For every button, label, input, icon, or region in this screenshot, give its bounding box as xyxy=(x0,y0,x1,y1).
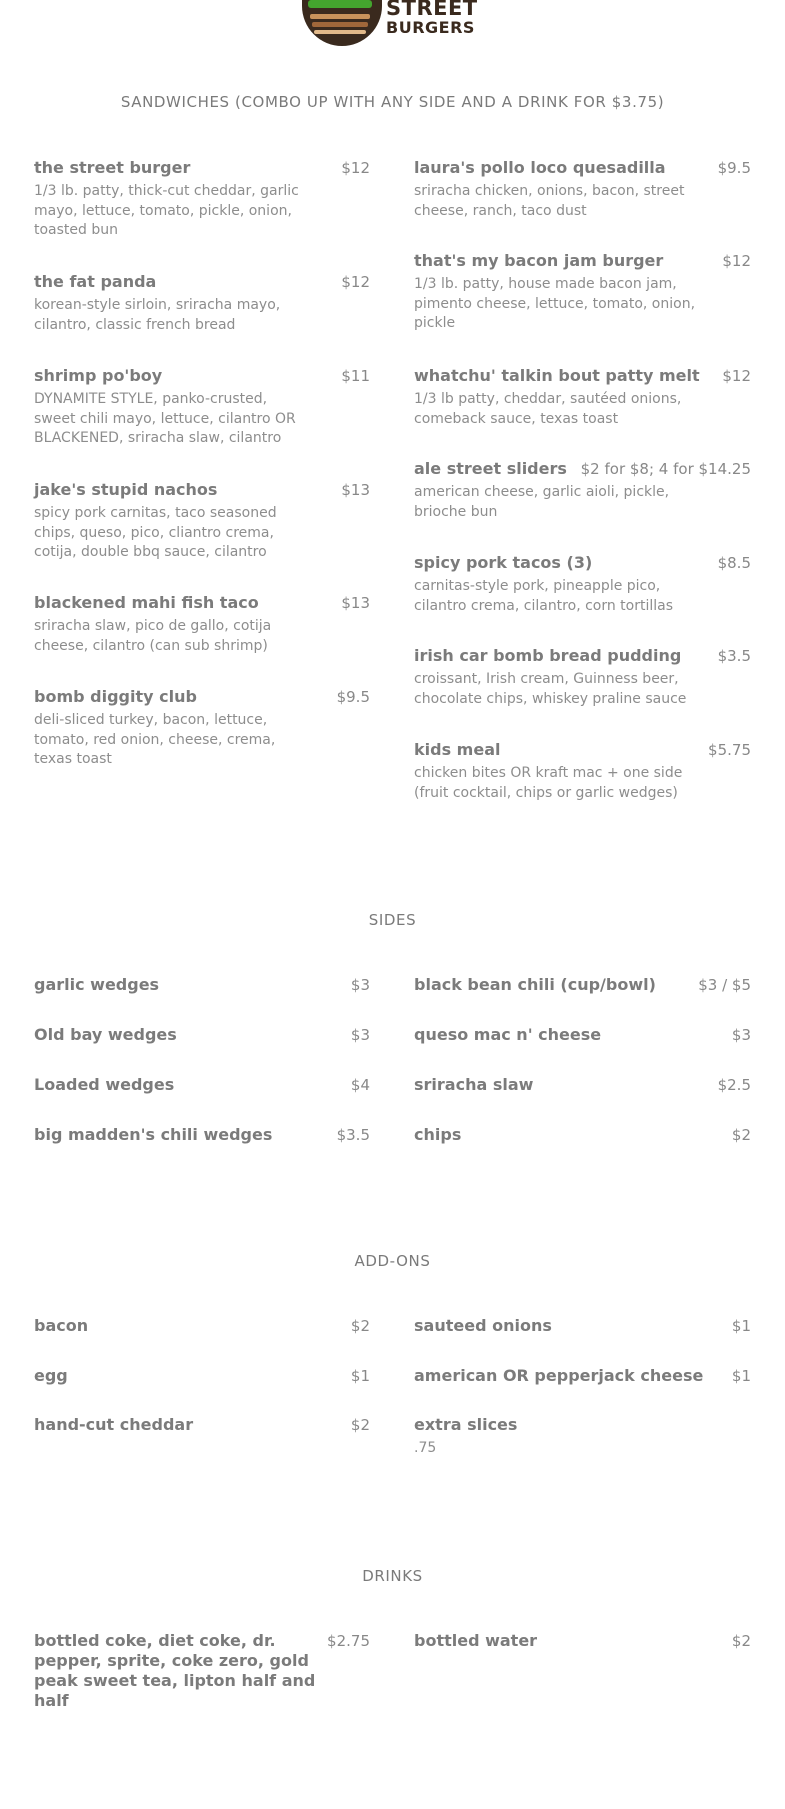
logo-line2: BURGERS xyxy=(386,18,475,37)
item-price: $2 xyxy=(350,1416,370,1434)
menu-item xyxy=(414,1025,751,1045)
item-price: $3 / $5 xyxy=(698,976,751,994)
item-name: shrimp po'boy xyxy=(34,366,163,385)
menu-item xyxy=(414,1075,751,1095)
item-name: that's my bacon jam burger xyxy=(414,251,664,270)
item-name: jake's stupid nachos xyxy=(34,480,218,499)
item-description: korean-style sirloin, sriracha mayo, cilantro, classic french bread xyxy=(34,297,281,333)
item-description: deli-sliced turkey, bacon, lettuce, tomato, red onion, cheese, crema, texas toast xyxy=(34,712,276,767)
menu-item xyxy=(414,975,751,995)
item-price: $2 xyxy=(350,1317,370,1335)
item-description: american cheese, garlic aioli, pickle, brioche bun xyxy=(414,484,670,520)
menu-item xyxy=(414,158,751,221)
item-name: Loaded wedges xyxy=(34,1075,175,1094)
item-name: Old bay wedges xyxy=(34,1025,177,1044)
menu-item xyxy=(414,251,751,334)
item-name: the street burger xyxy=(34,158,191,177)
item-price: $5.75 xyxy=(708,741,751,759)
item-name: black bean chili (cup/bowl) xyxy=(414,975,656,994)
menu-item xyxy=(34,1316,370,1336)
item-name: laura's pollo loco quesadilla xyxy=(414,158,666,177)
item-name: blackened mahi fish taco xyxy=(34,593,259,612)
item-price: $12 xyxy=(341,273,370,291)
menu-item xyxy=(414,553,751,616)
item-name: whatchu' talkin bout patty melt xyxy=(414,366,700,385)
item-name: bottled coke, diet coke, dr. pepper, sprite, coke zero, gold peak sweet tea, lipton half and half xyxy=(34,1631,316,1710)
item-name: sriracha slaw xyxy=(414,1075,534,1094)
item-name: garlic wedges xyxy=(34,975,160,994)
burger-logo-icon xyxy=(302,0,382,46)
item-description: .75 xyxy=(414,1440,437,1456)
menu-item xyxy=(414,459,751,522)
item-description: chicken bites OR kraft mac + one side (fruit cocktail, chips or garlic wedges) xyxy=(414,765,683,801)
menu-item xyxy=(414,1366,751,1386)
menu-item xyxy=(34,272,370,335)
menu-item xyxy=(34,366,370,449)
menu-item xyxy=(34,975,370,995)
item-price: $12 xyxy=(722,252,751,270)
menu-item xyxy=(414,366,751,429)
logo xyxy=(302,0,478,46)
item-description: sriracha chicken, onions, bacon, street cheese, ranch, taco dust xyxy=(414,183,685,219)
item-price: $11 xyxy=(341,367,370,385)
item-name: extra slices xyxy=(414,1415,518,1434)
menu-item xyxy=(34,687,370,770)
item-name: hand-cut cheddar xyxy=(34,1415,194,1434)
menu-item xyxy=(414,1125,751,1145)
item-price: $12 xyxy=(722,367,751,385)
item-name: big madden's chili wedges xyxy=(34,1125,273,1144)
item-price: $9.5 xyxy=(717,159,751,177)
item-name: kids meal xyxy=(414,740,501,759)
logo-line1: STREET xyxy=(386,0,478,20)
item-name: egg xyxy=(34,1366,68,1385)
item-description: spicy pork carnitas, taco seasoned chips, queso, pico, cliantro crema, cotija, double bbq sauce, cilantro xyxy=(34,505,277,560)
item-price: $3 xyxy=(350,976,370,994)
item-price: $2 xyxy=(731,1632,751,1650)
menu-item xyxy=(34,158,370,241)
item-description: DYNAMITE STYLE, panko-crusted, sweet chili mayo, lettuce, cilantro OR BLACKENED, sriracha slaw, cilantro xyxy=(34,391,296,446)
menu-item xyxy=(414,1316,751,1336)
item-price: $2 xyxy=(731,1126,751,1144)
item-description: carnitas-style pork, pineapple pico, cilantro crema, cilantro, corn tortillas xyxy=(414,578,674,614)
section-title-sides: SIDES xyxy=(368,911,417,929)
item-description: croissant, Irish cream, Guinness beer, chocolate chips, whiskey praline sauce xyxy=(414,671,687,707)
menu-item xyxy=(414,646,751,709)
menu-item xyxy=(34,1025,370,1045)
item-price: $2.75 xyxy=(327,1632,370,1650)
menu-item xyxy=(34,1366,370,1386)
item-name: bacon xyxy=(34,1316,89,1335)
section-title-addons: ADD-ONS xyxy=(354,1252,431,1270)
item-price: $3 xyxy=(731,1026,751,1044)
item-price: $3.5 xyxy=(336,1126,370,1144)
item-name: chips xyxy=(414,1125,462,1144)
item-price: $4 xyxy=(350,1076,370,1094)
item-description: sriracha slaw, pico de gallo, cotija cheese, cilantro (can sub shrimp) xyxy=(34,618,272,654)
item-price: $12 xyxy=(341,159,370,177)
menu-item xyxy=(414,1631,751,1651)
item-price: $8.5 xyxy=(717,554,751,572)
item-name: american OR pepperjack cheese xyxy=(414,1366,704,1385)
item-price: $1 xyxy=(731,1367,751,1385)
section-title-drinks: DRINKS xyxy=(362,1567,423,1585)
item-name: spicy pork tacos (3) xyxy=(414,553,593,572)
item-name: bottled water xyxy=(414,1631,538,1650)
item-description: 1/3 lb. patty, thick-cut cheddar, garlic mayo, lettuce, tomato, pickle, onion, toasted bun xyxy=(34,183,299,238)
item-price: $13 xyxy=(341,594,370,612)
item-description: 1/3 lb. patty, house made bacon jam, pimento cheese, lettuce, tomato, onion, pickle xyxy=(414,276,696,331)
menu-item xyxy=(34,1631,370,1711)
logo-wordmark xyxy=(386,0,478,38)
menu-item xyxy=(34,593,370,656)
item-price: $9.5 xyxy=(336,688,370,706)
item-name: sauteed onions xyxy=(414,1316,552,1335)
item-name: irish car bomb bread pudding xyxy=(414,646,682,665)
item-name: ale street sliders xyxy=(414,459,567,478)
menu-item xyxy=(34,480,370,563)
menu-item xyxy=(34,1125,370,1145)
item-price: $3.5 xyxy=(717,647,751,665)
item-price: $1 xyxy=(731,1317,751,1335)
menu-item xyxy=(34,1415,370,1435)
item-price: $1 xyxy=(350,1367,370,1385)
item-description: 1/3 lb patty, cheddar, sautéed onions, comeback sauce, texas toast xyxy=(414,391,682,427)
item-price: $13 xyxy=(341,481,370,499)
item-price: $2 for $8; 4 for $14.25 xyxy=(580,460,751,478)
item-name: the fat panda xyxy=(34,272,157,291)
item-name: queso mac n' cheese xyxy=(414,1025,602,1044)
section-title-sandwiches: SANDWICHES (COMBO UP WITH ANY SIDE AND A DRINK FOR $3.75) xyxy=(120,93,665,111)
item-price: $3 xyxy=(350,1026,370,1044)
item-name: bomb diggity club xyxy=(34,687,197,706)
menu-item xyxy=(414,1415,751,1459)
item-price: $2.5 xyxy=(717,1076,751,1094)
menu-item xyxy=(414,740,751,803)
menu-item xyxy=(34,1075,370,1095)
